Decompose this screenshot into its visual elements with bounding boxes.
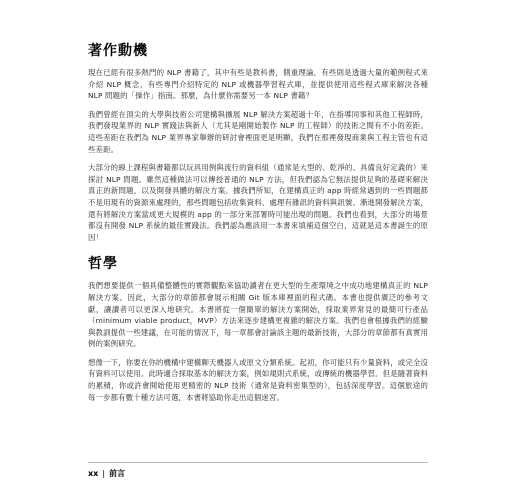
footer-section-name: 前言 [109,469,126,478]
paragraph: 我們想要提供一個具備整體性的實際觀點來協助讀者在更大型的生產環境之中成功地建構真正的 NLP 解決方案。因此，大部分的章節都會展示相關 Git 版本庫裡面的程式碼。本書也提供廣泛的參考文獻，讓讀者可以更深入地研究。本書將從一個簡單的解決方案開始，採取業界常見的最簡可行產品（minimum viable product，MVP）方法來逐步建構更複雜的解決方案。我們也會根據我們的經驗與教訓提供一些建議，在可能的情況下，每一章都會討論該主題的最新技術，大部分的章節都有真實用例的案例研究。 [88,281,428,349]
paragraph: 大部分的線上課程與書籍都以玩具用例與流行的資料組（通常是大型的、乾淨的、具備良好定義的）來探討 NLP 問題。雖然這種做法可以傳授普通的 NLP 方法，但我們認為它無法提供足夠的基礎來解決真正的新問題，以及開發具體的解決方案。據我們所知，在建構真正的 app 時經常遇到的一些問題都不是用現有的資源來處理的，那些問題包括收集資料、處理有雜訊的資料與訊號、漸進開發解決方案，還有將解決方案當成更大規模的 app 的一部分來部署時可能出現的問題。我們也看到，大部分的場景都沒有開發 NLP 系統的最佳實踐法。我們認為應該用一本書來填補這個空白，這就是這本書誕生的原因！ [88,163,428,242]
paragraph: 現在已經有很多熱門的 NLP 書籍了，其中有些是教科書，側重理論，有些則是透過大量的範例程式來介紹 NLP 概念，有些專門介紹特定的 NLP 或機器學習程式庫，並提供使用這些程式庫來解決各種 NLP 問題的「操作」指南。那麼，為什麼你需要另一本 NLP 書籍？ [88,68,428,101]
footer-separator: | [102,469,106,478]
page-content [88,40,428,410]
paragraph: 想像一下，你要在你的機構中建構聊天機器人或原文分類系統。起初，你可能只有少量資料，或完全沒有資料可以使用。此時適合採取基本的解決方案，例如規則式系統，或傳統的機器學習。但是隨著資料的累積，你或許會開始使用更精密的 NLP 技術（通常是資料密集型的），包括深度學習。這個旅途的每一步都有數十種方法可選，本書將協助你走出這個迷宮。 [88,357,428,402]
page-number: xx [88,469,99,478]
paragraph: 我們曾經在頂尖的大學與技術公司建構與擴展 NLP 解決方案超過十年，在指導同事和其他工程師時，我們發現業界的 NLP 實踐法與新人（尤其是剛開始製作 NLP 的工程師）的技術之間有不小的差距。這些差距在我們為 NLP 業界專家舉辦的研討會裡面更是明顯，我們在那裡發現商業與工程主管也有這些差距。 [88,109,428,154]
page-footer [88,462,428,479]
section-heading-motivation: 著作動機 [88,43,148,59]
section-heading-philosophy: 哲學 [88,256,118,273]
